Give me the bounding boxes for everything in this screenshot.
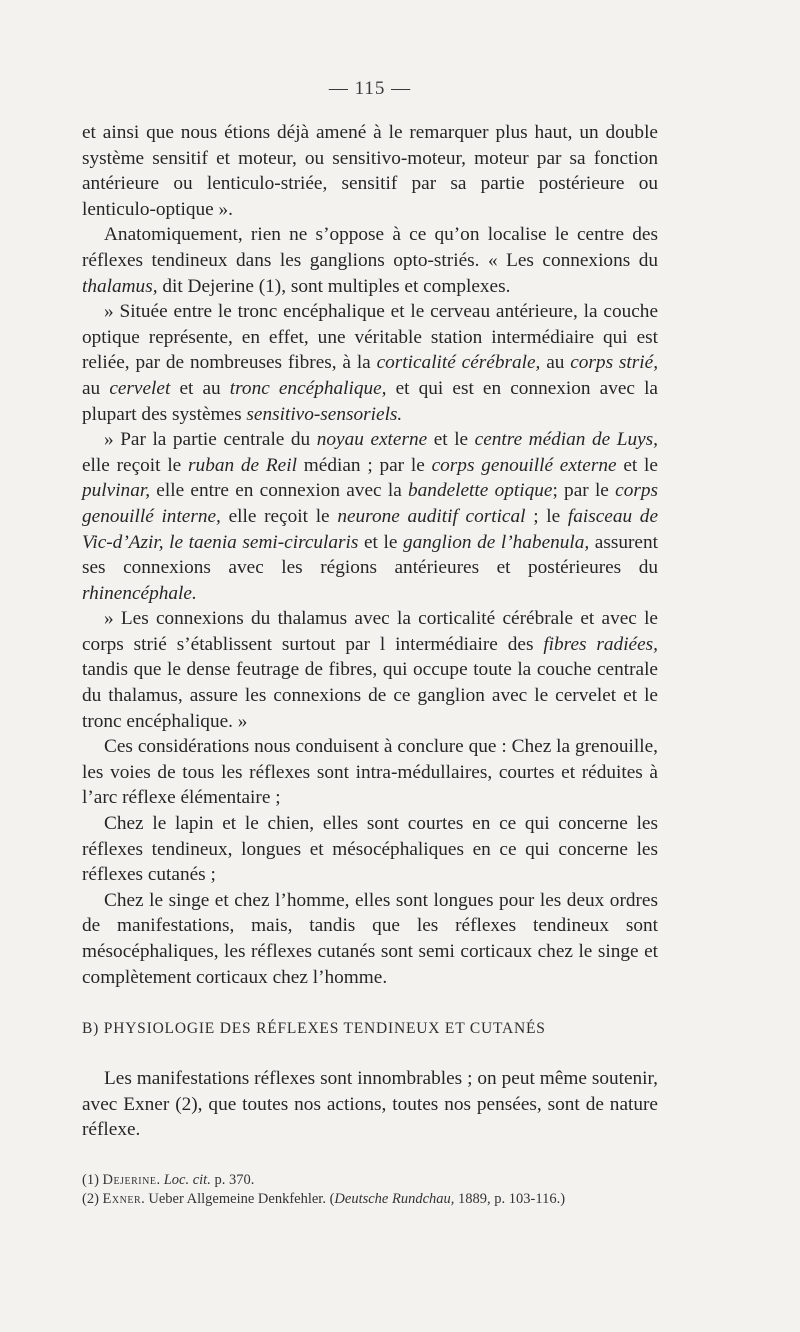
text-run: .	[156, 1171, 164, 1188]
author-name: Exner	[102, 1190, 142, 1207]
body-text	[82, 120, 658, 990]
paragraph	[82, 222, 658, 299]
text-run: et le	[358, 531, 403, 553]
text-run: elle reçoit le	[220, 505, 338, 527]
italic-text: pulvinar,	[82, 480, 151, 502]
text-run: » Située entre le tronc encéphalique et le cerveau antérieure, la couche optique représente, en effet, une véritable station intermédiaire qui est reliée, par de nombreuses fibres, à la	[82, 301, 658, 374]
footnote-2	[82, 1190, 658, 1209]
footnotes	[82, 1171, 658, 1209]
italic-text: corps genouillé externe	[431, 454, 617, 476]
text-run: et ainsi que nous étions déjà amené à le remarquer plus haut, un double système sensitif et moteur, ou sensitivo-moteur, moteur par sa fonction antérieure ou lenticulo-striée, sensitif par sa partie postérieure ou lenticulo-optique ».	[82, 122, 658, 220]
paragraph	[82, 120, 658, 222]
italic-text: cervelet	[109, 377, 171, 399]
section-paragraph: Les manifestations réflexes sont innombrables ; on peut même soutenir, avec Exner (2), que toutes nos actions, toutes nos pensées, sont de nature réflexe.	[82, 1068, 658, 1141]
italic-text: centre médian de Luys,	[474, 429, 658, 451]
italic-text: Deutsche Rundchau,	[334, 1190, 455, 1207]
text-run: . Ueber Allgemeine Denkfehler. (	[141, 1190, 335, 1207]
paragraph	[82, 299, 658, 427]
italic-text: Loc. cit.	[163, 1171, 211, 1188]
text-run: au	[540, 352, 571, 374]
text-run: au	[82, 377, 110, 399]
italic-text: neurone auditif cortical	[337, 505, 526, 527]
section-heading: B) PHYSIOLOGIE DES RÉFLEXES TENDINEUX ET CUTANÉS	[82, 1020, 546, 1038]
text-run: médian ; par le	[296, 454, 432, 476]
text-run: dit Dejerine (1), sont multiples et complexes.	[157, 275, 511, 297]
text-run: et au	[170, 377, 230, 399]
italic-text: corps genouillé interne,	[82, 480, 658, 527]
text-run: ; par le	[552, 480, 616, 502]
italic-text: corticalité cérébrale,	[376, 352, 541, 374]
text-run: Chez le lapin et le chien, elles sont courtes en ce qui concerne les réflexes tendineux, longues et mésocéphaliques en ce qui concerne les réflexes cutanés ;	[82, 813, 658, 886]
text-run: p. 370.	[210, 1171, 255, 1188]
text-run: et le	[616, 454, 658, 476]
author-name: Dejerine	[102, 1171, 157, 1188]
text-run: Ces considérations nous conduisent à conclure que : Chez la grenouille, les voies de tous les réflexes sont intra-médullaires, courtes et réduites à l’arc réflexe élémentaire ;	[82, 736, 658, 809]
text-run: » Par la partie centrale du	[104, 429, 317, 451]
text-run: tandis que le dense feutrage de fibres, qui occupe toute la couche centrale du thalamus, assure les connexions de ce ganglion avec le cervelet et le tronc encéphalique. »	[82, 659, 658, 732]
text-run: 1889, p. 103-116.)	[454, 1190, 566, 1207]
text-run: et qui est en connexion avec la plupart des systèmes	[82, 377, 658, 425]
italic-text: bandelette optique	[408, 480, 553, 502]
text-run: assurent ses connexions avec les régions antérieures et postérieures du	[82, 531, 658, 579]
paragraph	[82, 606, 658, 734]
italic-text: tronc encéphalique,	[229, 377, 387, 399]
paragraph	[82, 888, 658, 990]
italic-text: noyau externe	[316, 429, 428, 451]
italic-text: ganglion de l’habenula,	[402, 531, 590, 553]
text-run: ; le	[525, 505, 568, 527]
italic-text: corps strié,	[570, 352, 659, 374]
paragraph	[82, 427, 658, 606]
text-run: Chez le singe et chez l’homme, elles sont longues pour les deux ordres de manifestations, mais, tandis que les réflexes tendineux sont mésocéphaliques, les réflexes cutanés sont semi corticaux chez le singe et complètement corticaux chez l’homme.	[82, 889, 658, 988]
text-run: elle entre en connexion avec la	[150, 480, 409, 502]
italic-text: faisceau de Vic-d’Azir, le taenia semi-circularis	[82, 505, 659, 553]
section-text	[82, 1066, 658, 1143]
text-run: » Les connexions du thalamus avec la corticalité cérébrale et avec le corps strié s’établissent surtout par l intermédiaire des	[82, 608, 658, 655]
paragraph	[82, 734, 658, 811]
italic-text: ruban de Reil	[188, 454, 297, 476]
italic-text: sensitivo-sensoriels.	[246, 403, 403, 425]
text-run: (2)	[82, 1190, 103, 1207]
italic-text: rhinencéphale.	[82, 582, 197, 604]
text-run: elle reçoit le	[82, 454, 189, 476]
italic-text: fibres radiées,	[543, 633, 658, 655]
italic-text: thalamus,	[82, 275, 158, 297]
text-run: Anatomiquement, rien ne s’oppose à ce qu’on localise le centre des réflexes tendineux dans les ganglions opto-striés. « Les connexions du	[82, 224, 658, 271]
page-number: — 115 —	[328, 78, 412, 99]
text-run: et le	[427, 429, 475, 451]
text-run: (1)	[82, 1171, 103, 1188]
paragraph	[82, 811, 658, 888]
footnote-1	[82, 1171, 658, 1190]
